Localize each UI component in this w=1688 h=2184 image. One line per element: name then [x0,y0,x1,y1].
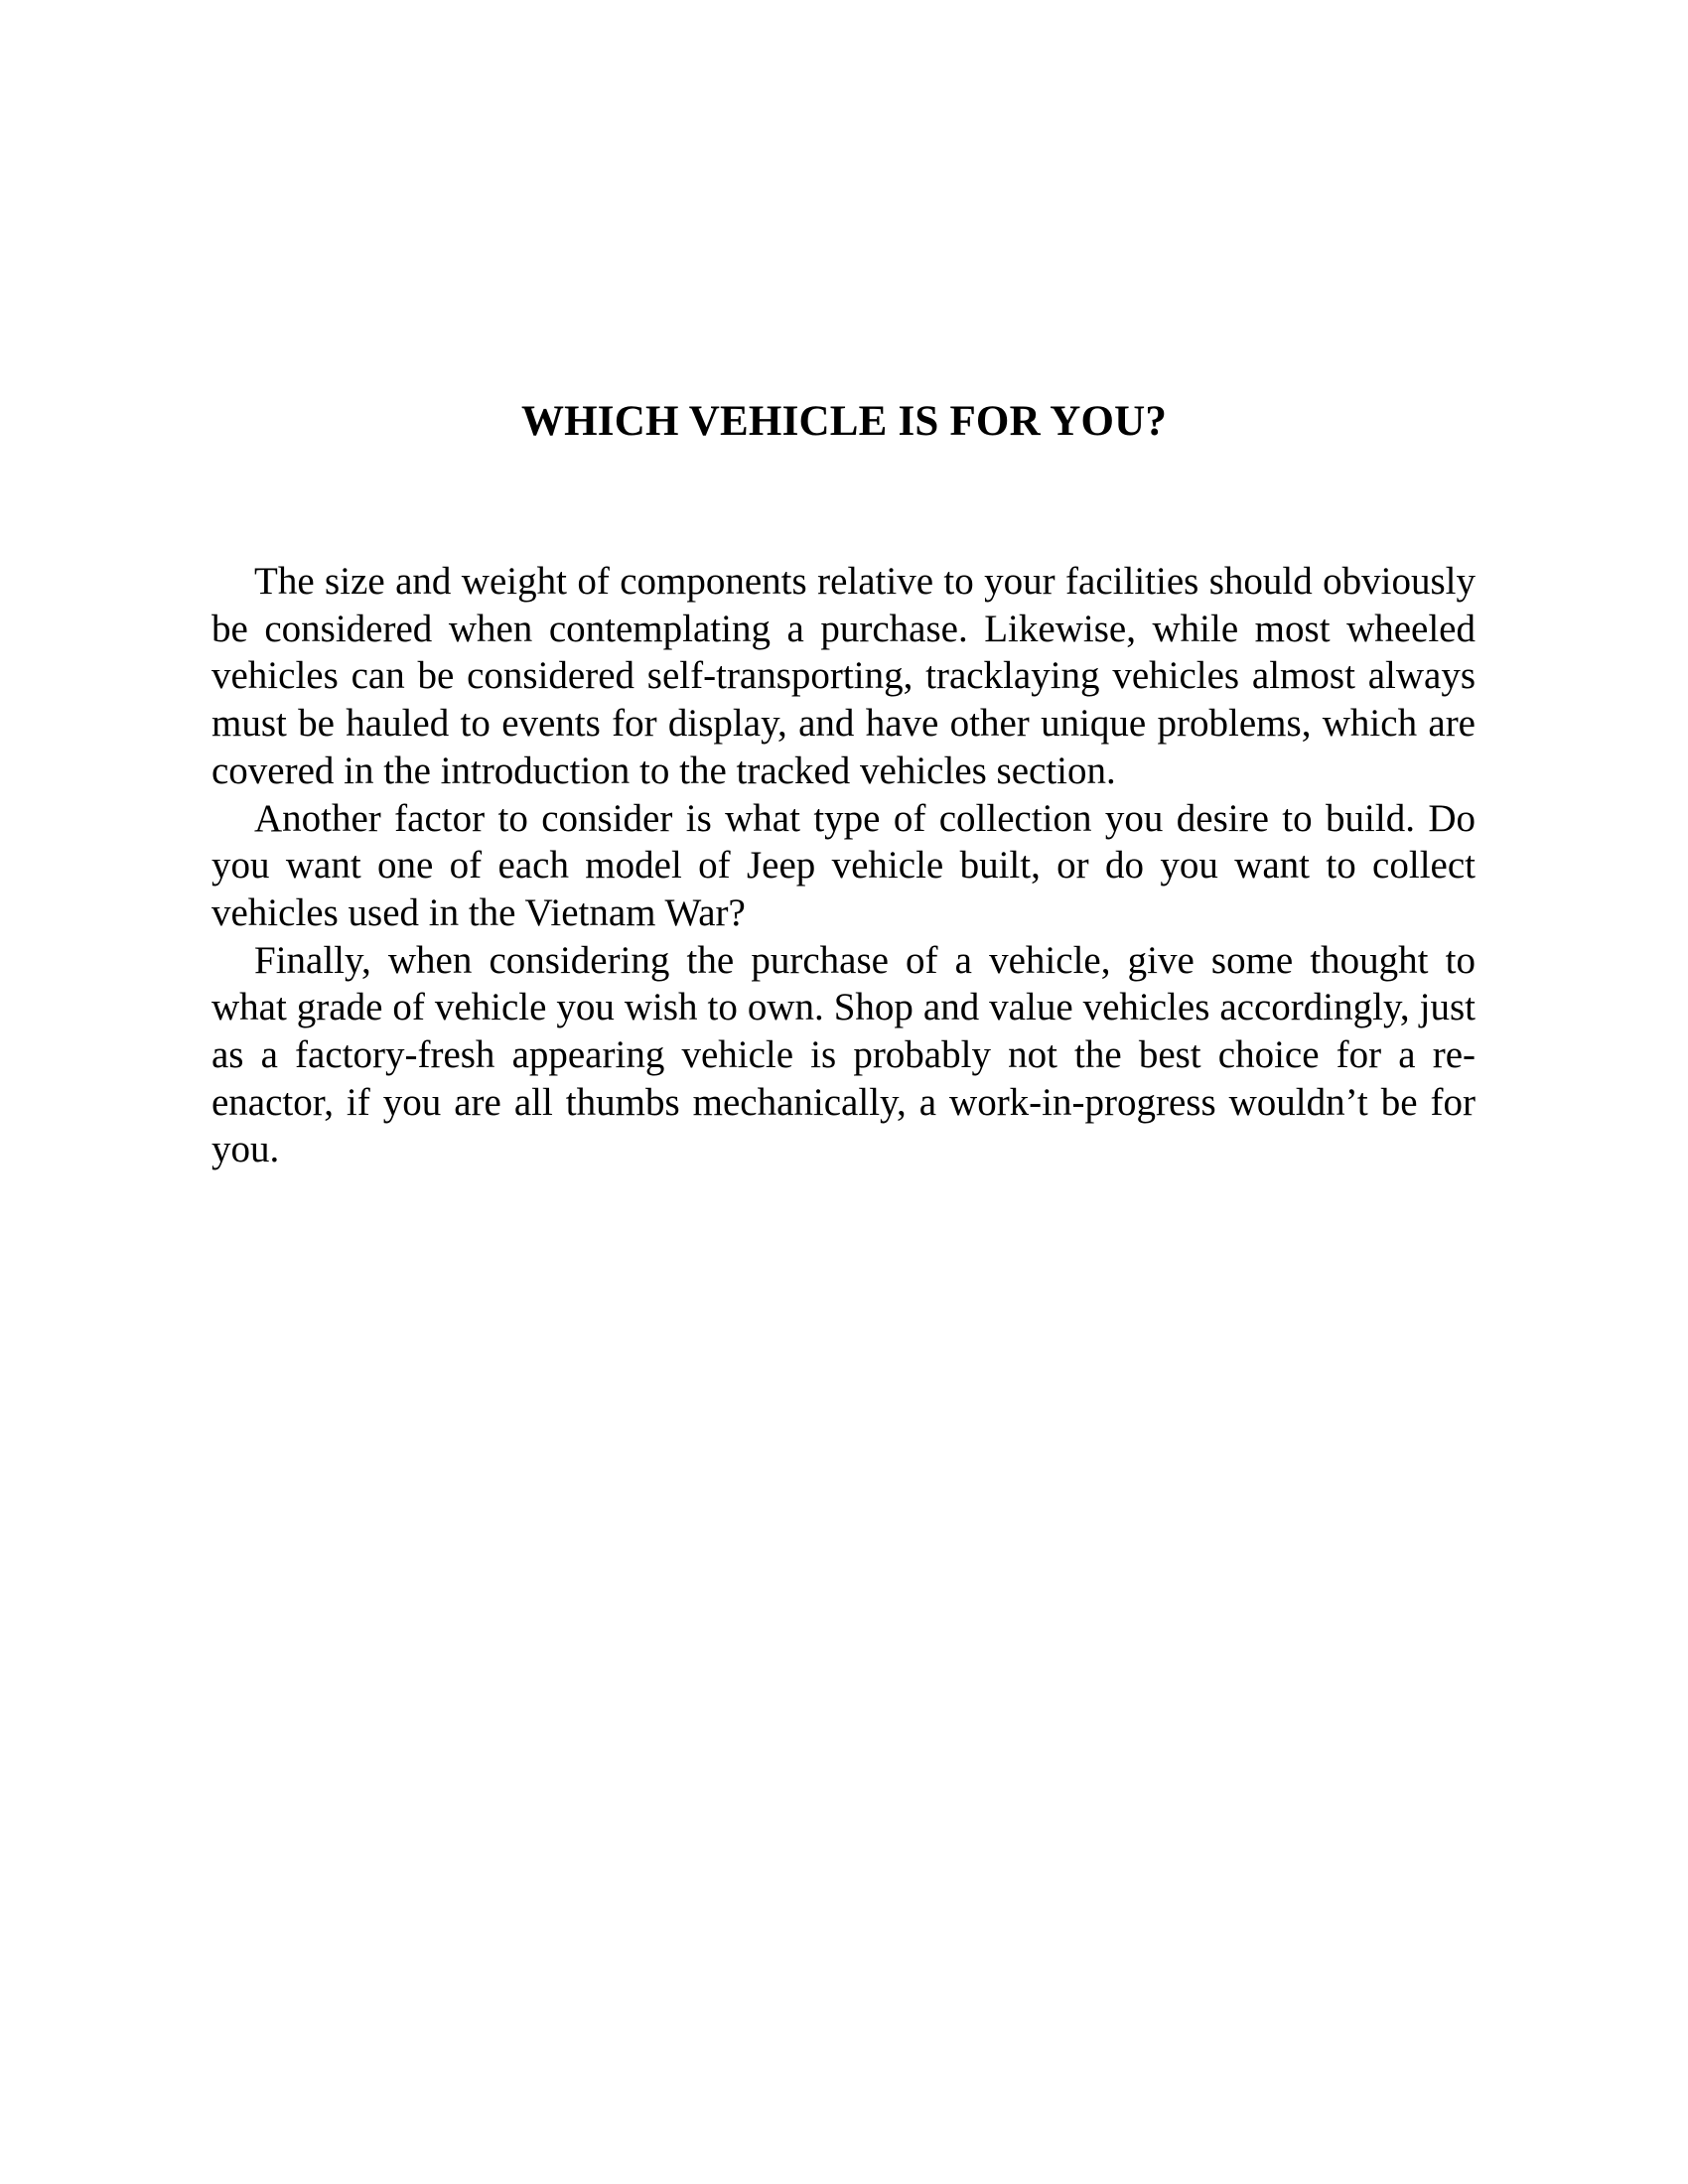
paragraph-vehicle-grade: Finally, when considering the purchase of a vehicle, give some thought to what grade of vehicle you wish to own. Shop and value vehicles accordingly, just as a factory-fresh appearing vehicle is probably not the best choice for a re-enactor, if you are all thumbs mechanically, a work-in-progress wouldn’t be for you. [211,938,1476,1171]
paragraph-size-weight: The size and weight of components relative to your facilities should obviously be considered when contemplating a purchase. Likewise, while most wheeled vehicles can be considered self-transporting, tracklaying vehicles almost always must be hauled to events for display, and have other unique problems, which are covered in the introduction to the tracked vehicles section. [211,560,1476,792]
page-title: WHICH VEHICLE IS FOR YOU? [520,398,1168,445]
body-text [211,558,1476,1173]
paragraph-collection-type: Another factor to consider is what type of collection you desire to build. Do you want one of each model of Jeep vehicle built, or do you want to collect vehicles used in the Vietnam War? [211,796,1476,934]
